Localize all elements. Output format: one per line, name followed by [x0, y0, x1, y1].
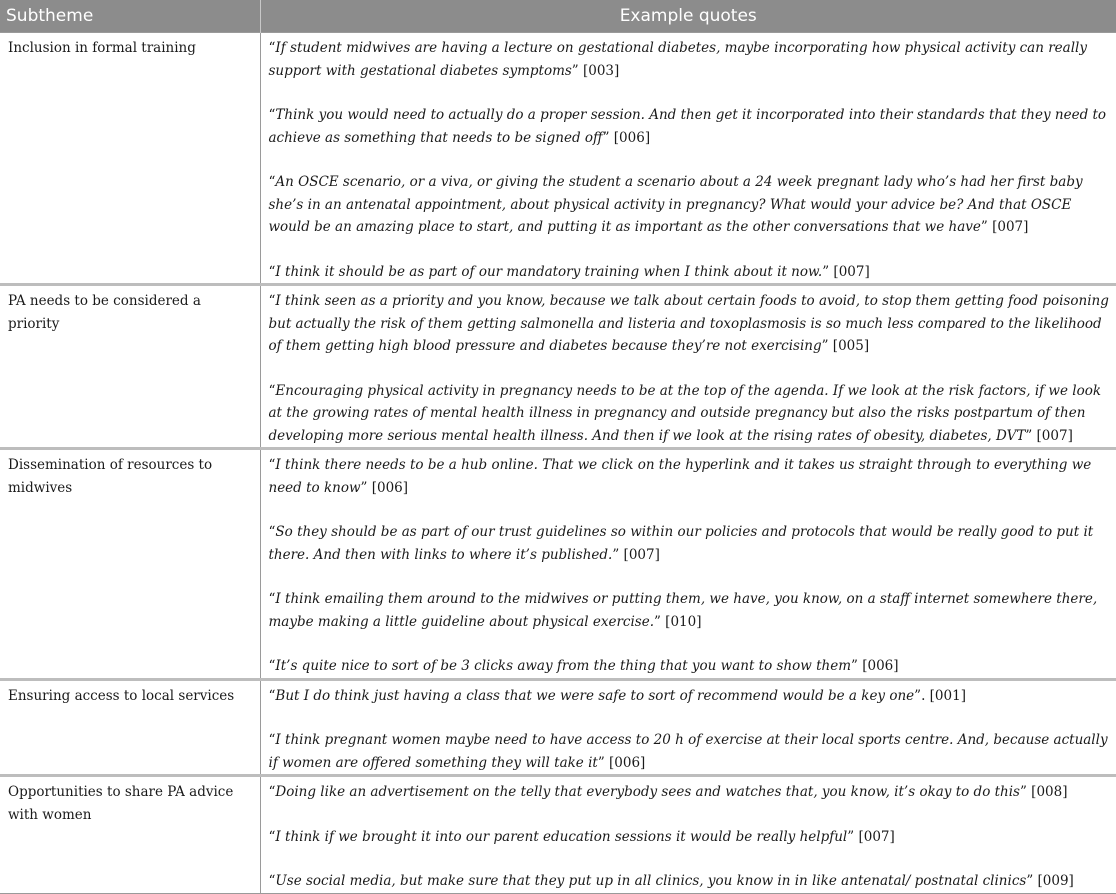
participant-reference: ” [007] [847, 828, 895, 845]
quote [269, 870, 1111, 893]
quote [269, 290, 1111, 358]
open-quote-mark: “ [268, 524, 276, 540]
quote [269, 685, 1111, 708]
open-quote-mark: “ [268, 174, 276, 190]
quote-text: I think pregnant women maybe need to have access to 20 h of exercise at their local sports centre. And, because actually if women are offered something they will take it [268, 732, 1108, 771]
subtheme-cell: Dissemination of resources to midwives [0, 449, 260, 680]
table-body [0, 33, 1116, 894]
participant-reference: ” [008] [1019, 784, 1068, 800]
quote-text: I think emailing them around to the midwives or putting them, we have, you know, on a staff internet somewhere there, maybe making a little guideline about physical exercise. [268, 591, 1098, 630]
quote-text: I think there needs to be a hub online. That we click on the hyperlink and it takes us straight through to everything we need to know [268, 457, 1092, 496]
open-quote-mark: “ [268, 828, 276, 845]
quote-text: So they should be as part of our trust guidelines so within our policies and protocols that would be really good to put it there. And then with links to where it’s published. [268, 524, 1094, 563]
quotes-cell [260, 285, 1116, 449]
participant-reference: ”. [001] [914, 687, 966, 704]
open-quote-mark: “ [268, 591, 276, 607]
quote [269, 826, 1111, 849]
table-row [0, 33, 1116, 285]
participant-reference: ” [006] [602, 129, 651, 146]
open-quote-mark: “ [268, 873, 276, 889]
subtheme-cell: Opportunities to share PA advice with women [0, 776, 260, 894]
quote [269, 781, 1111, 804]
header-subtheme: Subtheme [0, 0, 260, 33]
subtheme-cell: Inclusion in formal training [0, 33, 260, 285]
quote [269, 37, 1111, 82]
quotes-cell [260, 679, 1116, 776]
quote [269, 454, 1111, 499]
participant-reference: ” [007] [980, 219, 1029, 235]
participant-reference: ” [006] [597, 754, 646, 771]
table-row [0, 285, 1116, 449]
quote [269, 521, 1111, 566]
participant-reference: ” [007] [612, 546, 660, 563]
participant-reference: ” [009] [1026, 873, 1074, 889]
open-quote-mark: “ [268, 382, 276, 399]
participant-reference: ” [005] [821, 338, 870, 354]
participant-reference: ” [006] [851, 658, 899, 674]
quote-text: An OSCE scenario, or a viva, or giving the student a scenario about a 24 week pregnant lady who’s had her first baby she’s in an antenatal appointment, about physical activity in pregnancy? What would your advice be? And that OSCE would be an amazing place to start, and putting it as important as the other conversations that we have [268, 174, 1083, 235]
quotes-cell [260, 776, 1116, 894]
participant-reference: ” [003] [571, 62, 620, 79]
open-quote-mark: “ [268, 293, 276, 309]
table-row [0, 776, 1116, 894]
quote-text: Think you would need to actually do a proper session. And then get it incorporated into their standards that they need to achieve as something that needs to be signed off [268, 107, 1107, 146]
participant-reference: ” [010] [653, 613, 702, 630]
quote [269, 655, 1111, 678]
quote-text: I think if we brought it into our parent education sessions it would be really helpful [275, 828, 848, 845]
table-row [0, 679, 1116, 776]
quote [269, 104, 1111, 149]
quote-text: It’s quite nice to sort of be 3 clicks away from the thing that you want to show them [275, 658, 852, 674]
participant-reference: ” [006] [360, 479, 409, 496]
quote-text: I think it should be as part of our mandatory training when I think about it now. [275, 263, 823, 280]
quotes-cell [260, 449, 1116, 680]
participant-reference: ” [007] [1025, 427, 1073, 444]
open-quote-mark: “ [268, 687, 276, 704]
quote-text: Encouraging physical activity in pregnancy needs to be at the top of the agenda. If we look at the risk factors, if we look at the growing rates of mental health illness in pregnancy and outside pregnancy but also the risks postpartum of then developing more serious mental health illness. And then if we look at the rising rates of obesity, diabetes, DVT [268, 382, 1102, 444]
quote-text: Use social media, but make sure that they put up in all clinics, you know in in like antenatal/ postnatal clinics [275, 873, 1027, 889]
header-example-quotes: Example quotes [260, 0, 1116, 33]
quote [269, 261, 1111, 284]
subtheme-cell: Ensuring access to local services [0, 679, 260, 776]
open-quote-mark: “ [268, 457, 276, 473]
subtheme-cell: PA needs to be considered a priority [0, 285, 260, 449]
open-quote-mark: “ [268, 107, 276, 123]
quote [269, 380, 1111, 448]
quote-text: But I do think just having a class that we were safe to sort of recommend would be a key one [275, 687, 915, 704]
open-quote-mark: “ [268, 784, 276, 800]
quote-text: If student midwives are having a lecture on gestational diabetes, maybe incorporating how physical activity can really support with gestational diabetes symptoms [268, 40, 1087, 79]
quote-text: Doing like an advertisement on the telly that everybody sees and watches that, you know, it’s okay to do this [275, 784, 1020, 800]
open-quote-mark: “ [268, 263, 276, 280]
table-row [0, 449, 1116, 680]
quotes-cell [260, 33, 1116, 285]
quote-text: I think seen as a priority and you know, because we talk about certain foods to avoid, to stop them getting food poisoning but actually the risk of them getting salmonella and listeria and toxoplasmosis is so much less compared to the likelihood of them getting high blood pressure and diabetes because they’re not exercising [268, 293, 1109, 354]
participant-reference: ” [007] [822, 263, 870, 280]
open-quote-mark: “ [268, 40, 276, 56]
open-quote-mark: “ [268, 658, 276, 674]
quote [269, 588, 1111, 633]
header-row [0, 0, 1116, 33]
quote [269, 171, 1111, 239]
quote [269, 729, 1111, 774]
open-quote-mark: “ [268, 732, 276, 748]
